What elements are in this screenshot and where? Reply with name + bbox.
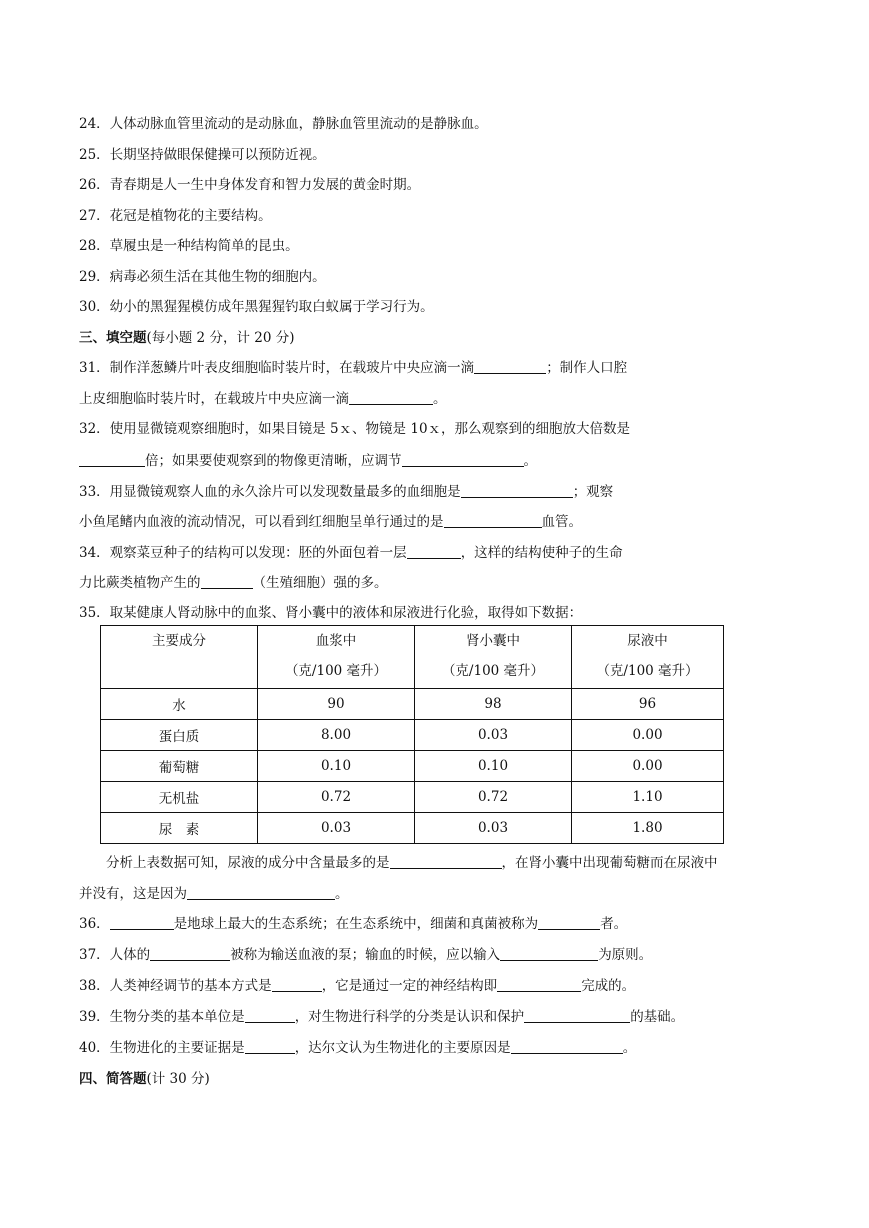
question-25: 25．长期坚持做眼保健操可以预防近视。 [79, 147, 326, 163]
question-32-text-b: 倍；如果要使观察到的物像更清晰，应调节 [145, 453, 402, 469]
answer-blank-32a[interactable] [79, 452, 145, 467]
question-34-text-c: 力比蕨类植物产生的 [79, 575, 201, 591]
question-36-text-c: 者。 [600, 916, 628, 932]
question-32-line-2 [79, 451, 537, 471]
question-36 [79, 914, 627, 934]
question-39-text-b: ，对生物进行科学的分类是认识和保护 [294, 1009, 525, 1025]
question-32-line-1: 32．使用显微镜观察细胞时，如果目镜是 5ｘ、物镜是 10ｘ，那么观察到的细胞放大倍数是 [79, 421, 631, 437]
header-name: 血浆中 [315, 633, 357, 649]
question-34-line-2 [79, 573, 388, 593]
question-40-text-a: 40．生物进化的主要证据是 [79, 1040, 245, 1056]
table-cell: 蛋白质 [101, 720, 258, 751]
question-33-line-1 [79, 482, 613, 502]
question-38 [79, 976, 635, 996]
table-cell: 96 [572, 689, 724, 720]
question-37-text-c: 为原则。 [598, 947, 653, 963]
answer-blank-36b[interactable] [538, 915, 600, 930]
table-cell: 1.80 [572, 813, 724, 844]
question-35-text-b: ，在肾小囊中出现葡萄糖而在尿液中 [501, 855, 718, 871]
section-3-title: 三、填空题 [79, 330, 147, 346]
question-33-text-a: 33．用显微镜观察人血的永久涂片可以发现数量最多的血细胞是 [79, 484, 461, 500]
table-cell: 8.00 [258, 720, 415, 751]
question-38-text-a: 38．人类神经调节的基本方式是 [79, 978, 272, 994]
question-34-text-b: ，这样的结构使种子的生命 [460, 545, 623, 561]
question-39-text-a: 39．生物分类的基本单位是 [79, 1009, 245, 1025]
question-34-line-1 [79, 543, 623, 563]
table-cell: 0.10 [415, 751, 572, 782]
question-35-intro: 35．取某健康人肾动脉中的血浆、肾小囊中的液体和尿液进行化验，取得如下数据： [79, 605, 583, 621]
question-37 [79, 945, 652, 965]
header-name: 尿液中 [627, 633, 668, 649]
question-28: 28．草履虫是一种结构简单的昆虫。 [79, 238, 299, 254]
table-header-cell [258, 626, 415, 689]
question-33-text-c: 小鱼尾鳍内血液的流动情况，可以看到红细胞呈单行通过的是 [79, 514, 444, 530]
answer-blank-31a[interactable] [474, 359, 546, 374]
table-header-cell [572, 626, 724, 689]
question-36-text-b: 是地球上最大的生态系统；在生态系统中，细菌和真菌被称为 [173, 916, 539, 932]
question-38-text-c: 完成的。 [581, 978, 636, 994]
question-30: 30．幼小的黑猩猩模仿成年黑猩猩钓取白蚁属于学习行为。 [79, 299, 434, 315]
answer-blank-39a[interactable] [245, 1008, 295, 1023]
question-33-text-b: ；观察 [572, 484, 614, 500]
question-24: 24．人体动脉血管里流动的是动脉血，静脉血管里流动的是静脉血。 [79, 116, 488, 132]
header-unit: （克/100 毫升） [596, 663, 699, 679]
question-35-analysis-line-1 [106, 853, 718, 873]
table-cell: 0.10 [258, 751, 415, 782]
question-37-text-b: 被称为输送血液的泵；输血的时候，应以输入 [230, 947, 501, 963]
question-31-text-b: ；制作人口腔 [546, 360, 628, 376]
answer-blank-33b[interactable] [444, 513, 542, 528]
table-cell: 0.03 [415, 720, 572, 751]
question-35-text-a: 分析上表数据可知，尿液的成分中含量最多的是 [106, 855, 390, 871]
table-cell: 无机盐 [101, 782, 258, 813]
question-40-text-c: 。 [622, 1040, 637, 1056]
question-35-text-d: 。 [335, 886, 349, 902]
table-cell: 葡萄糖 [101, 751, 258, 782]
header-unit: （克/100 毫升） [284, 663, 388, 679]
table-cell: 尿 素 [101, 813, 258, 844]
table-cell: 0.03 [258, 813, 415, 844]
question-32-text-c: 。 [523, 453, 537, 469]
question-31-text-d: 。 [433, 391, 447, 407]
question-31-line-1 [79, 358, 627, 378]
question-39 [79, 1007, 684, 1027]
answer-blank-40a[interactable] [245, 1039, 295, 1054]
table-cell: 90 [258, 689, 415, 720]
section-4-title: 四、简答题 [79, 1071, 147, 1087]
table-header-cell [101, 626, 258, 689]
header-unit: （克/100 毫升） [441, 663, 545, 679]
answer-blank-34a[interactable] [407, 544, 461, 559]
section-3-note: (每小题 2 分，计 20 分) [146, 330, 295, 346]
answer-blank-33a[interactable] [461, 483, 573, 498]
table-row [101, 751, 724, 782]
answer-blank-36a[interactable] [110, 915, 174, 930]
table-row [101, 813, 724, 844]
question-36-text-a: 36． [79, 916, 110, 932]
answer-blank-35b[interactable] [187, 885, 335, 900]
section-4-note: (计 30 分) [146, 1071, 210, 1087]
answer-blank-39b[interactable] [524, 1008, 630, 1023]
table-row [101, 782, 724, 813]
question-33-text-d: 血管。 [541, 514, 582, 530]
table-cell: 水 [101, 689, 258, 720]
question-35-text-c: 并没有，这是因为 [79, 886, 187, 902]
question-33-line-2 [79, 512, 582, 532]
section-4-heading [79, 1069, 210, 1089]
table-row [101, 720, 724, 751]
answer-blank-31b[interactable] [349, 390, 433, 405]
question-40-text-b: ，达尔文认为生物进化的主要原因是 [294, 1040, 511, 1056]
question-35-analysis-line-2 [79, 884, 349, 904]
table-row [101, 689, 724, 720]
header-name: 肾小囊中 [466, 633, 520, 649]
question-38-text-b: ，它是通过一定的神经结构即 [321, 978, 498, 994]
answer-blank-40b[interactable] [511, 1039, 623, 1054]
answer-blank-38a[interactable] [272, 977, 322, 992]
question-34-text-d: （生殖细胞）强的多。 [252, 575, 388, 591]
answer-blank-37a[interactable] [150, 946, 230, 961]
question-27: 27．花冠是植物花的主要结构。 [79, 208, 272, 224]
section-3-heading [79, 328, 294, 348]
header-name: 主要成分 [152, 633, 206, 649]
table-cell: 0.72 [258, 782, 415, 813]
question-31-text-a: 31．制作洋葱鳞片叶表皮细胞临时装片时，在载玻片中央应滴一滴 [79, 360, 475, 376]
answer-blank-32b[interactable] [402, 452, 524, 467]
table-cell: 1.10 [572, 782, 724, 813]
table-cell: 0.72 [415, 782, 572, 813]
table-cell: 0.03 [415, 813, 572, 844]
table-cell: 0.00 [572, 720, 724, 751]
question-37-text-a: 37．人体的 [79, 947, 151, 963]
answer-blank-38b[interactable] [497, 977, 581, 992]
lab-data-table [100, 625, 724, 844]
question-26: 26．青春期是人一生中身体发育和智力发展的黄金时期。 [79, 177, 421, 193]
table-cell: 0.00 [572, 751, 724, 782]
answer-blank-34b[interactable] [201, 574, 253, 589]
question-31-line-2 [79, 389, 447, 409]
question-39-text-c: 的基础。 [630, 1009, 685, 1025]
question-40 [79, 1038, 636, 1058]
answer-blank-37b[interactable] [500, 946, 598, 961]
table-cell: 98 [415, 689, 572, 720]
table-header-cell [415, 626, 572, 689]
question-29: 29．病毒必须生活在其他生物的细胞内。 [79, 269, 326, 285]
question-31-text-c: 上皮细胞临时装片时，在载玻片中央应滴一滴 [79, 391, 349, 407]
answer-blank-35a[interactable] [390, 854, 502, 869]
question-34-text-a: 34．观察菜豆种子的结构可以发现：胚的外面包着一层 [79, 545, 407, 561]
table-header-row [101, 626, 724, 689]
